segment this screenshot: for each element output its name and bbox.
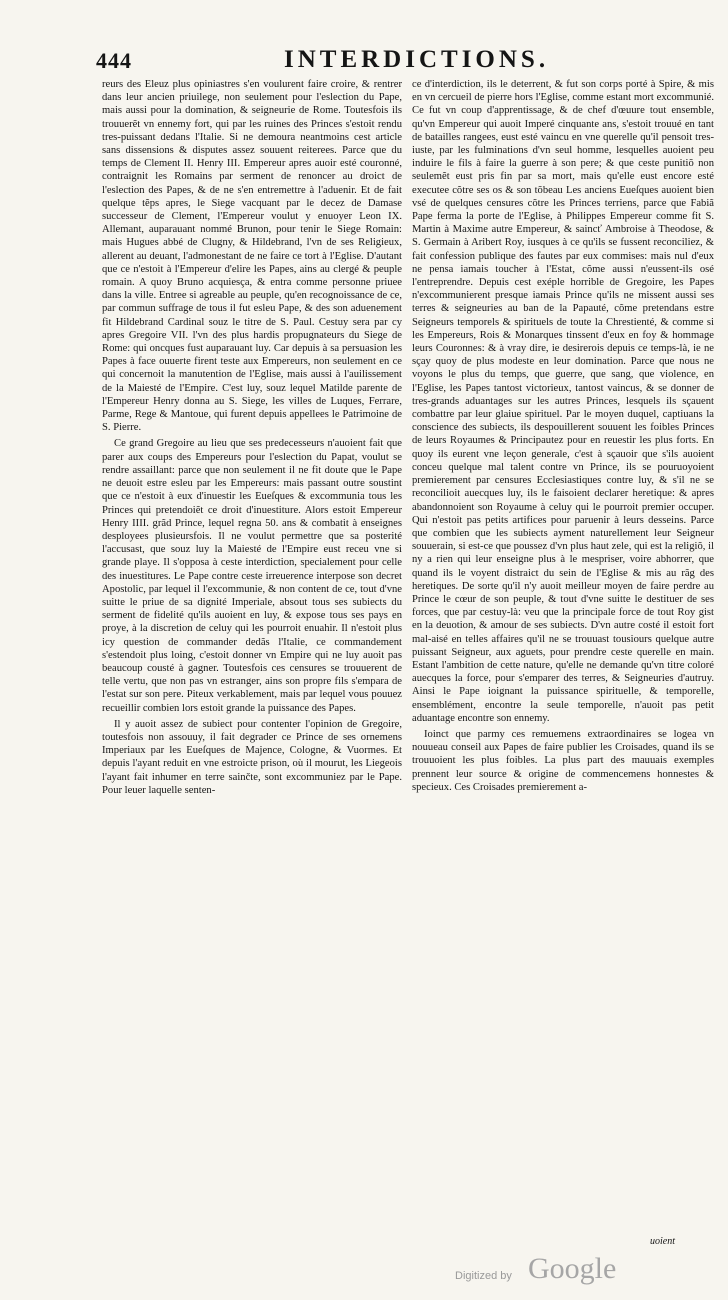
google-logo: Google bbox=[528, 1252, 617, 1285]
right-column bbox=[412, 78, 714, 1230]
paragraph: Il y auoit assez de subiect pour contenter l'opinion de Gregoire, toutesfois non assouuy, il fait degrader ce Prince de ses ornemens Imperiaux par les Eueſques de Majence, Cologne, & Vuormes. Et depuis l'ayant reduit en vne estroicte prison, où il mourut, les Liegeois l'ayant fait inhumer en terre sainčte, sont excommuniez par le Pape. Pour leuer laquelle senten- bbox=[102, 718, 402, 796]
page-number: 444 bbox=[96, 48, 132, 73]
catchword: uoient bbox=[650, 1236, 675, 1247]
running-head: INTERDICTIONS. bbox=[284, 46, 550, 73]
digitized-watermark bbox=[455, 1252, 695, 1292]
page-header bbox=[96, 48, 708, 78]
digitized-by-label: Digitized by bbox=[455, 1270, 512, 1282]
paragraph: ce d'interdiction, ils le deterrent, & fut son corps porté à Spire, & mis en vn cercueil de pierre hors l'Eglise, comme estant mort excommunié. Ce fut vn coup d'apprentissage, & de chef d'œuure tout ensemble, qu'vn Empereur qui auoit Imperé cinquante ans, s'estoit trouué en tant de batailles rangees, eust esté vaincu en vne querelle qu'il pensoit tres-iuste, par les fulminations d'vn seul homme, lesquelles auoient peu induire le fils à faire la guerre à son pere; & que ceste punitiõ non seulemẽt eust pris fin par sa mort, mais qu'elle eust encore esté executee cõtre ses os & son tõbeau Les anciens Eueſques auoient bien vsé de quelques censures cõtre les Princes terriens, parce que Fabiã Pape ferma la porte de l'Eglise, à Philippes Empereur comme fit S. Martin à Maxime autre Empereur, & saincť Ambroise à Theodose, & S. Germain à Aribert Roy, iusques à ce qu'ils se fussent reconciliez, & fait confession publique des fautes par eux commises: mais nul d'eux ne pensa iamais toucher à l'Estat, cõme aussi n'eussent-ils osé l'entreprendre. Depuis cest exéple horrible de Gregoire, les Papes n'excommunierent presque iamais Prince qu'ils ne missent aussi ses terres & seigneuries au ban de la Papauté, cõme pretendans estre Seigneurs temporels & spirituels de toute la Chrestienté, & comme si les Empereurs, Rois & Monarques tinssent d'eux en foy & hommage leurs Couronnes: & à vray dire, ie desirerois depuis ce temps-là, ie ne sçay quoy de plus modeste en leur domination. Parce que nous ne voyons le plus du temps, que guerre, que sang, que violence, en l'Eglise, les Papes tantost victorieux, tantost vaincus, & se donner de tres-grands aduantages sur les autres Princes, lesquels ils sçauent combattre par leur glaiue spirituel. Par le moyen duquel, captiuans la conscience des subiects, ils despouillerent souuent les foibles Princes de leurs Royaumes & Principautez pour en reuestir les plus forts. En quoy ils eurent vne leçon generale, c'est à sçauoir que s'ils auoient conceu quelque mal talent contre vn Prince, ils se pouruoyoient premierement par censures Ecclesiastiques contre luy, & s'il ne se reconcilioit auecques luy, ils le faisoient declarer heretique: & apres abandonnoient son Royaume à celuy qui le pourroit premier occuper. Qui n'estoit pas petits artifices pour paruenir à leurs desseins. Parce que combien que les subiects ayment naturellement leur Seigneur souuerain, si est-ce que poussez d'vn plus haut zele, qui est la religiõ, il ny a rien qui leur enseigne plus à le mespriser, voire abhorrer, que quand ils le voyent distraict du sein de l'Eglise & mis au rãg des heretiques. De sorte qu'il n'y auoit meilleur moyen de faire perdre au Prince le cœur de son peuple, & tout d'vne suitte le destituer de ses forces, que par cestuy-là: veu que la principale force de tout Roy gist en la deuotion, & amour de ses subiects. D'vn autre costé il estoit fort mal-aisé en telles affaires qu'il ne se trouuast tousiours quelque autre puissant Seigneur, aux aguets, pour prendre ceste querelle en main. Estant l'ambition de cette nature, qu'elle ne demande qu'vn titre coloré auecques la force, pour s'emparer des terres, & Seigneuries d'autruy. Ainsi le Pape ioignant la puissance spirituelle, & temporelle, ensemblément, encontre la seule temporelle, n'auoit pas petit aduantage encontre son ennemy. bbox=[412, 79, 714, 724]
paragraph: reurs des Eleuz plus opiniastres s'en voulurent faire croire, & rentrer dans leur ancien priuilege, non seulement pour l'eslection du Pape, mais aussi pour la domination, & seigneurie de Rome. Toutesfois ils trouuerẽt vn ennemy fort, qui par les ruines des Princes s'estoit rendu tres-puissant dedans l'Italie. Si ne demoura neantmoins cest article sans dissensions & disputes assez souuent reiterees. Parce que du temps de Clement II. Henry III. Empereur apres auoir esté couronné, contraignit les Romains par serment de renoncer au droict de l'eslection des Papes, & de ne s'en entremettre à l'aduenir. Et de fait quelque tẽps apres, le Siege vacquant par le decez de Damase successeur de Clement, l'Empereur voulut y enuoyer Leon IX. Allemant, auparauant nommé Brunon, pour tenir le Siege Romain: mais Hugues abbé de Clugny, & Hildebrand, l'vn de ses Religieux, allerent au deuant, l'admonestant de ne faire ce tort à l'Eglise. D'autant que ce n'estoit à l'Empereur d'elire les Papes, ains au clergé & peuple romain. A quoy Bruno acquiesça, & entra comme personne priuee dans la ville. Entree si agreable au peuple, qu'en recognoissance de ce, par commun suffrage de tous il fut esleu Pape, & des son aduenement fit Hildebrand Cardinal souz le titre de S. Paul. Cestuy sera par cy apres Gregoire VII. l'vn des plus hardis propugnateurs du Siege de Rome: qui oncques fust auparauant luy. Car depuis à sa persuasion les Papes à face ouuerte firent teste aux Empereurs, non seulement en ce qui concernoit la manutention de l'Eglise, mais aussi à l'auilissement de la Maiesté de l'Empire. C'est luy, souz lequel Matilde parente de l'Empereur Henry donna au S. Siege, les villes de Luques, Ferrare, Parme, Rege & Mantoue, qui furent depuis appellees le Patrimoine de S. Pierre. bbox=[102, 79, 402, 434]
paragraph: Ioinct que parmy ces remuemens extraordinaires se logea vn nouueau conseil aux Papes de faire publier les Croisades, quand ils se trouuoient les plus foibles. La plus part des mauuais exemples prennent leur source & origine de commencemens honnestes & specieux. Ces Croisades premierement a- bbox=[412, 728, 714, 793]
left-column bbox=[102, 78, 402, 1230]
paragraph: Ce grand Gregoire au lieu que ses predecesseurs n'auoient fait que parer aux coups des Empereurs pour l'eslection du Papat, voulut se rendre assaillant: parce que non seulement il ne fit doute que le Pape ne deuoit estre esleu par les Empereurs: mais passant outre soustint que ce n'estoit à eux d'inuestir les Eueſques & excommunia tous les Princes qui pretendoiẽt ce droit d'inuestiture. Alors estoit Empereur Henry IIII. grãd Prince, lequel regna 50. ans & combatit à enseignes desployees plusieursfois. Il ne voulut permettre que sa posterité l'accusast, que souz luy la Maiesté de l'Empire eust receu vne si grande playe. Il s'opposa à ceste interdiction, specialement pour celle des inuestitures. Le Pape contre ceste irreuerence interpose son decret Apostolic, par lequel il l'excommunie, & non content de ce, tout d'vne suitte le priue de sa dignité Imperiale, absout tous ses subiects du serment de fidelité qu'ils auoient en luy, & expose tous ses pays en proye, à la discretion de celuy qui les pourroit enuahir. Il n'estoit plus icy question de commander dedãs l'Italie, ce commandement s'estendoit plus loing, c'estoit donner vn Empire qui ne luy auoit pas beaucoup cousté à gagner. Toutesfois ces censures se trouuerent de telle vertu, que non pas vn estranger, ains son propre fils s'empara de l'estat sur son pere. Piteux verkablement, mais par lequel vous pouuez recueillir combien lors estoit grande la puissance des Papes. bbox=[102, 438, 402, 714]
